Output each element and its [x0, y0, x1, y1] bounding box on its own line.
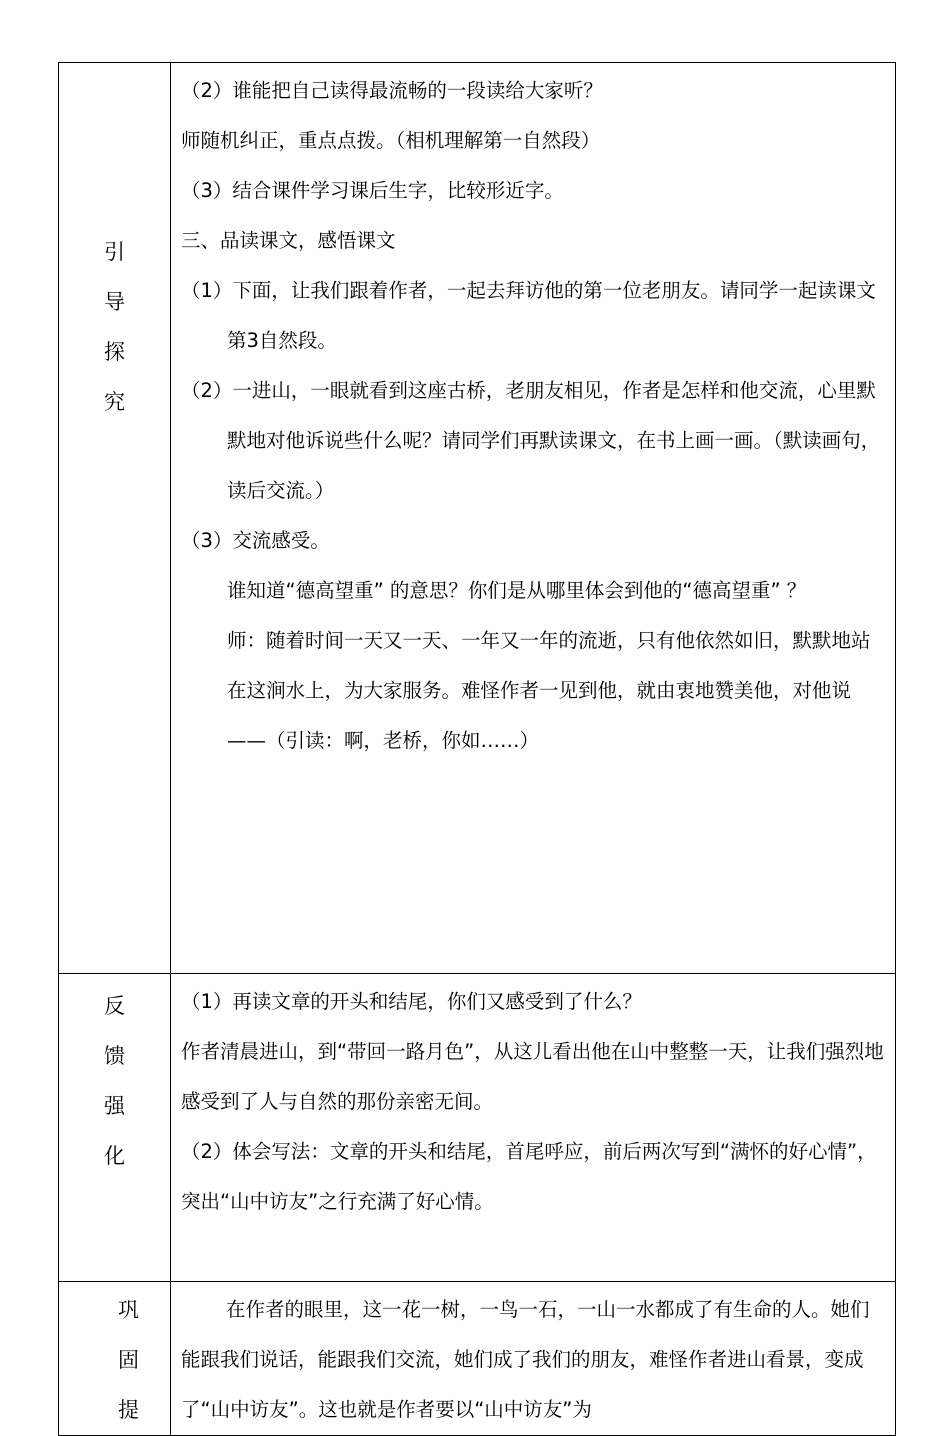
- section-content: [171, 1282, 896, 1436]
- section-label: [59, 1282, 171, 1436]
- paragraph: 谁知道“德高望重” 的意思？你们是从哪里体会到他的“德高望重” ？: [227, 579, 807, 602]
- section-label: [59, 974, 171, 1282]
- section-label-char: 强: [104, 1094, 125, 1118]
- section-row-consolidation: [59, 1282, 896, 1436]
- section-label-char: 巩: [118, 1298, 139, 1322]
- paragraph: （2）谁能把自己读得最流畅的一段读给大家听？: [181, 79, 603, 102]
- section-row-guided-inquiry: [59, 63, 896, 974]
- paragraph: （2）一进山，一眼就看到这座古桥，老朋友相见，作者是怎样和他交流，心里默默地对他诉说些什么呢？请同学们再默读课文，在书上画一画。（默读画句，读后交流。）: [181, 379, 881, 502]
- section-row-feedback: [59, 974, 896, 1282]
- section-label-char: 引: [104, 240, 125, 264]
- paragraph: 作者清晨进山，到“带回一路月色”，从这儿看出他在山中整整一天，让我们强烈地感受到了人与自然的那份亲密无间。: [181, 1040, 884, 1113]
- paragraph: （1）下面，让我们跟着作者，一起去拜访他的第一位老朋友。请同学一起读课文第3自然段。: [181, 279, 876, 352]
- lesson-plan-table: [58, 62, 896, 1436]
- section-content: [171, 63, 896, 974]
- section-label-char: 固: [118, 1348, 139, 1372]
- paragraph: （2）体会写法：文章的开头和结尾，首尾呼应，前后两次写到“满怀的好心情”，突出“山中访友”之行充满了好心情。: [181, 1140, 877, 1213]
- paragraph: （3）交流感受。: [181, 529, 330, 552]
- section-label-char: 探: [104, 340, 125, 364]
- section-label-char: 反: [104, 994, 125, 1018]
- paragraph: 师随机纠正，重点点拨。（相机理解第一自然段）: [181, 129, 601, 152]
- paragraph: （1）再读文章的开头和结尾，你们又感受到了什么？: [181, 990, 642, 1013]
- paragraph: 在作者的眼里，这一花一树，一鸟一石，一山一水都成了有生命的人。她们能跟我们说话，能跟我们交流，她们成了我们的朋友，难怪作者进山看景，变成了“山中访友”。这也就是作者要以“山中访友”为: [181, 1298, 870, 1421]
- section-label-char: 导: [104, 290, 125, 314]
- section-content: [171, 974, 896, 1282]
- section-label-char: 提: [118, 1398, 139, 1422]
- paragraph: 师：随着时间一天又一天、一年又一年的流逝，只有他依然如旧，默默地站在这涧水上，为大家服务。难怪作者一见到他，就由衷地赞美他，对他说——（引读：啊，老桥，你如……）: [227, 629, 871, 752]
- section-label-char: 究: [104, 390, 125, 414]
- paragraph: （3）结合课件学习课后生字，比较形近字。: [181, 179, 564, 202]
- section-label-char: 馈: [104, 1044, 125, 1068]
- section-label-char: 化: [104, 1144, 125, 1168]
- section-label: [59, 63, 171, 974]
- paragraph: 三、品读课文，感悟课文: [181, 229, 396, 252]
